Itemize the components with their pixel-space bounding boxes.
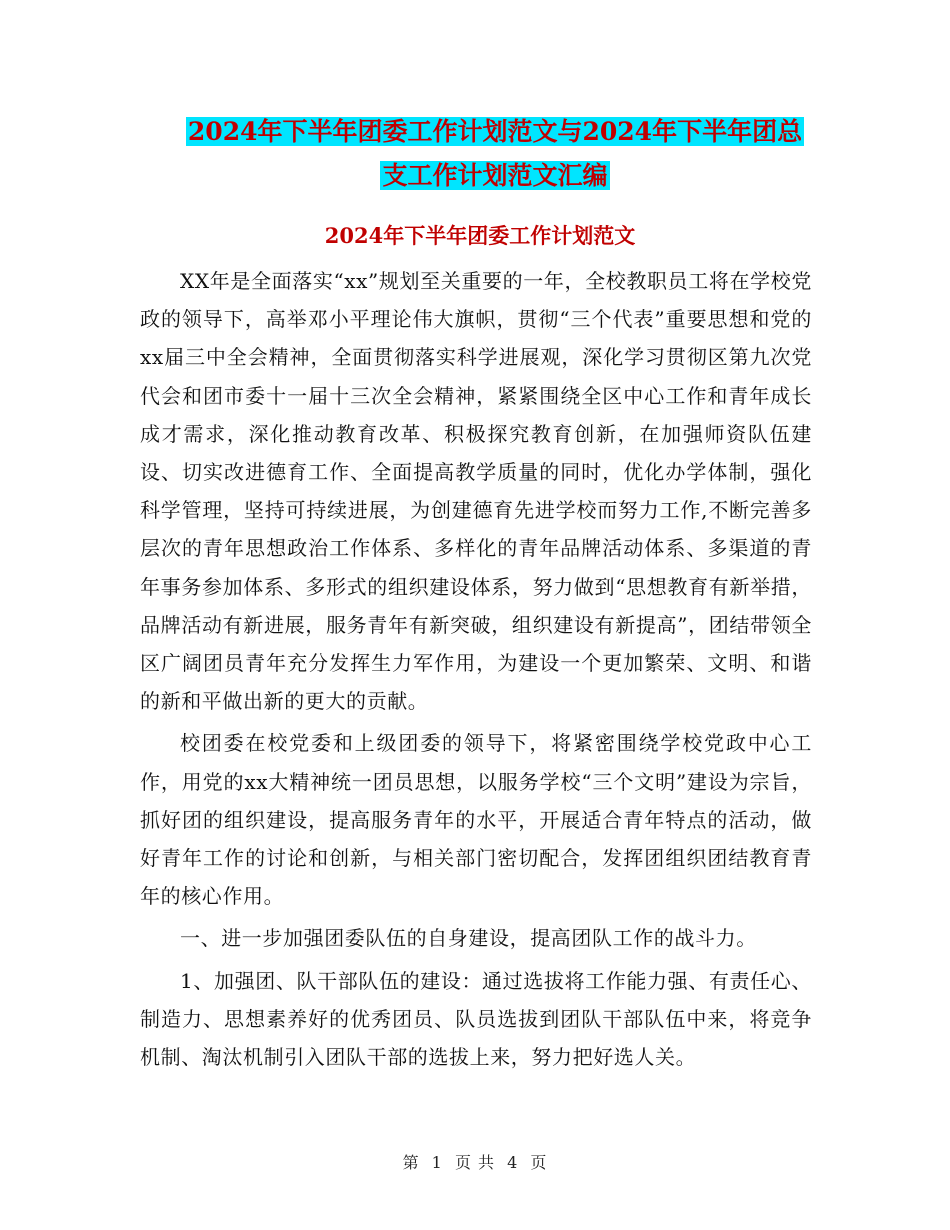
footer-middle: 页 共 <box>454 1153 496 1172</box>
document-body <box>140 262 812 1080</box>
paragraph-4: 1、加强团、队干部队伍的建设：通过选拔将工作能力强、有责任心、制造力、思想素养好的优秀团员、队员选拔到团队干部队伍中来，将竞争机制、淘汰机制引入团队干部的选拔上来，努力把好选人关。 <box>140 968 812 1070</box>
paragraph-2: 校团委在校党委和上级团委的领导下，将紧密围绕学校党政中心工作，用党的xx大精神统一团员思想，以服务学校“三个文明”建设为宗旨，抓好团的组织建设，提高服务青年的水平，开展适合青年特点的活动，做好青年工作的讨论和创新，与相关部门密切配合，发挥团组织团结教育青年的核心作用。 <box>140 731 812 909</box>
section-title: 2024年下半年团委工作计划范文 <box>324 223 636 248</box>
footer-suffix: 页 <box>530 1153 548 1172</box>
footer-total-pages: 4 <box>507 1153 519 1172</box>
page-footer <box>0 1150 950 1173</box>
paragraph-3: 一、进一步加强团委队伍的自身建设，提高团队工作的战斗力。 <box>180 926 757 951</box>
document-title-line-1: 2024年下半年团委工作计划范文与2024年下半年团总 <box>187 117 803 146</box>
paragraph-1: XX年是全面落实“xx”规划至关重要的一年，全校教职员工将在学校党政的领导下，高举邓小平理论伟大旗帜，贯彻“三个代表”重要思想和党的xx届三中全会精神，全面贯彻落实科学进展观，深化学习贯彻区第九次党代会和团市委十一届十三次全会精神，紧紧围绕全区中心工作和青年成长成才需求，深化推动教育改革、积极探究教育创新，在加强师资队伍建设、切实改进德育工作、全面提高教学质量的同时，优化办学体制，强化科学管理，坚持可持续进展，为创建德育先进学校而努力工作,不断完善多层次的青年思想政治工作体系、多样化的青年品牌活动体系、多渠道的青年事务参加体系、多形式的组织建设体系，努力做到“思想教育有新举措，品牌活动有新进展，服务青年有新突破，组织建设有新提高”，团结带领全区广阔团员青年充分发挥生力军作用，为建设一个更加繁荣、文明、和谐的新和平做出新的更大的贡献。 <box>140 269 812 714</box>
footer-current-page: 1 <box>431 1153 443 1172</box>
document-title-line-2: 支工作计划范文汇编 <box>382 161 608 190</box>
document-title <box>130 110 860 198</box>
footer-prefix: 第 <box>402 1153 420 1172</box>
